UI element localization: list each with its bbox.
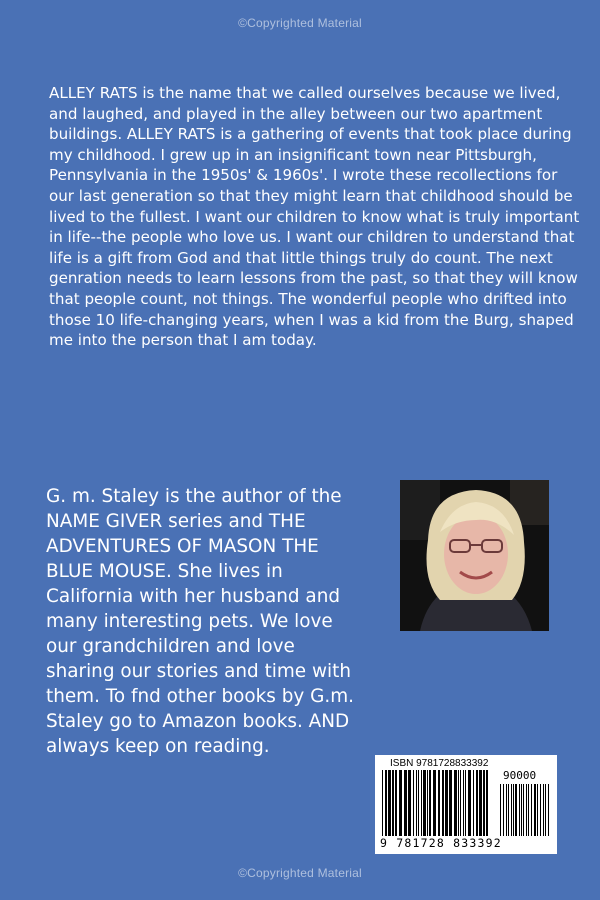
- barcode-bar: [438, 770, 440, 836]
- barcode-bar: [476, 770, 478, 836]
- barcode-bar: [442, 770, 444, 836]
- barcode-bar: [416, 770, 417, 836]
- barcode-bar: [513, 784, 514, 836]
- barcode-bar: [500, 784, 501, 836]
- barcode-bar: [534, 784, 536, 836]
- author-photo: [400, 480, 549, 631]
- barcode-bar: [545, 784, 546, 836]
- barcode-bar: [385, 770, 387, 836]
- barcode-bar: [465, 770, 466, 836]
- barcode-bars-main: [381, 770, 491, 836]
- barcode-bar: [521, 784, 522, 836]
- barcode-bar: [423, 770, 426, 836]
- barcode-bar: [460, 770, 461, 836]
- barcode-bar: [413, 770, 414, 836]
- book-description: ALLEY RATS is the name that we called ourselves because we lived, and laughed, and played in the alley between our two apartment buildings. ALLEY RATS is a gathering of events that took place during my childhood. I grew up in an insignificant town near Pittsburgh, Pennsylvania in the 1950s' & 1960s'. I wrote these recollections for our last generation so that they might learn that childhood should be lived to the fullest. I want our children to know what is truly important in life--the people who love us. I want our children to understand that life is a gift from God and that little things truly do count. The next genration needs to learn lessons from the past, so that they will know that people count, not things. The wonderful people who drifted into those 10 life-changing years, when I was a kid from the Burg, shaped me into the person that I am today.: [49, 84, 580, 350]
- barcode-bar: [526, 784, 527, 836]
- barcode-bar: [392, 770, 394, 836]
- author-portrait-icon: [400, 480, 549, 631]
- barcode-bar: [519, 784, 520, 836]
- barcode-bar: [511, 784, 512, 836]
- barcode-bar: [463, 770, 464, 836]
- barcode-digits: 9 781728 833392: [380, 836, 502, 850]
- barcode-bar: [506, 784, 507, 836]
- barcode-bar: [528, 784, 529, 836]
- barcode-bar: [523, 784, 524, 836]
- barcode-bar: [454, 770, 457, 836]
- barcode-bar: [408, 770, 411, 836]
- barcode-bar: [479, 770, 482, 836]
- barcode-bar: [449, 770, 452, 836]
- barcode-bar: [399, 770, 402, 836]
- copyright-watermark-bottom: ©Copyrighted Material: [238, 866, 362, 880]
- barcode-bar: [531, 784, 532, 836]
- barcode-bar: [483, 770, 485, 836]
- barcode-bar: [468, 770, 471, 836]
- barcode-bar: [543, 784, 544, 836]
- barcode-bar: [445, 770, 448, 836]
- isbn-barcode: [375, 755, 557, 854]
- author-bio: G. m. Staley is the author of the NAME GIVER series and THE ADVENTURES OF MASON THE BLUE MOUSE. She lives in California with her husband and many interesting pets. We love our grandchildren and love sharing our stories and time with them. To fnd other books by G.m. Staley go to Amazon books. AND always keep on reading.: [46, 486, 354, 757]
- barcode-bar: [486, 770, 488, 836]
- barcode-bar: [429, 770, 431, 836]
- barcode-bars-addon: [499, 784, 551, 836]
- barcode-bar: [548, 784, 549, 836]
- barcode-bar: [508, 784, 509, 836]
- barcode-bar: [427, 770, 428, 836]
- barcode-bar: [537, 784, 538, 836]
- isbn-label: ISBN 9781728833392: [390, 758, 489, 769]
- barcode-bar: [418, 770, 419, 836]
- barcode-bar: [433, 770, 436, 836]
- barcode-bar: [395, 770, 397, 836]
- price-code: 90000: [503, 769, 537, 782]
- barcode-bar: [473, 770, 474, 836]
- barcode-bar: [503, 784, 504, 836]
- barcode-bar: [458, 770, 459, 836]
- barcode-bar: [404, 770, 407, 836]
- copyright-watermark-top: ©Copyrighted Material: [238, 16, 362, 30]
- barcode-bar: [388, 770, 391, 836]
- barcode-bar: [540, 784, 541, 836]
- barcode-bar: [515, 784, 517, 836]
- barcode-bar: [421, 770, 422, 836]
- barcode-bar: [382, 770, 383, 836]
